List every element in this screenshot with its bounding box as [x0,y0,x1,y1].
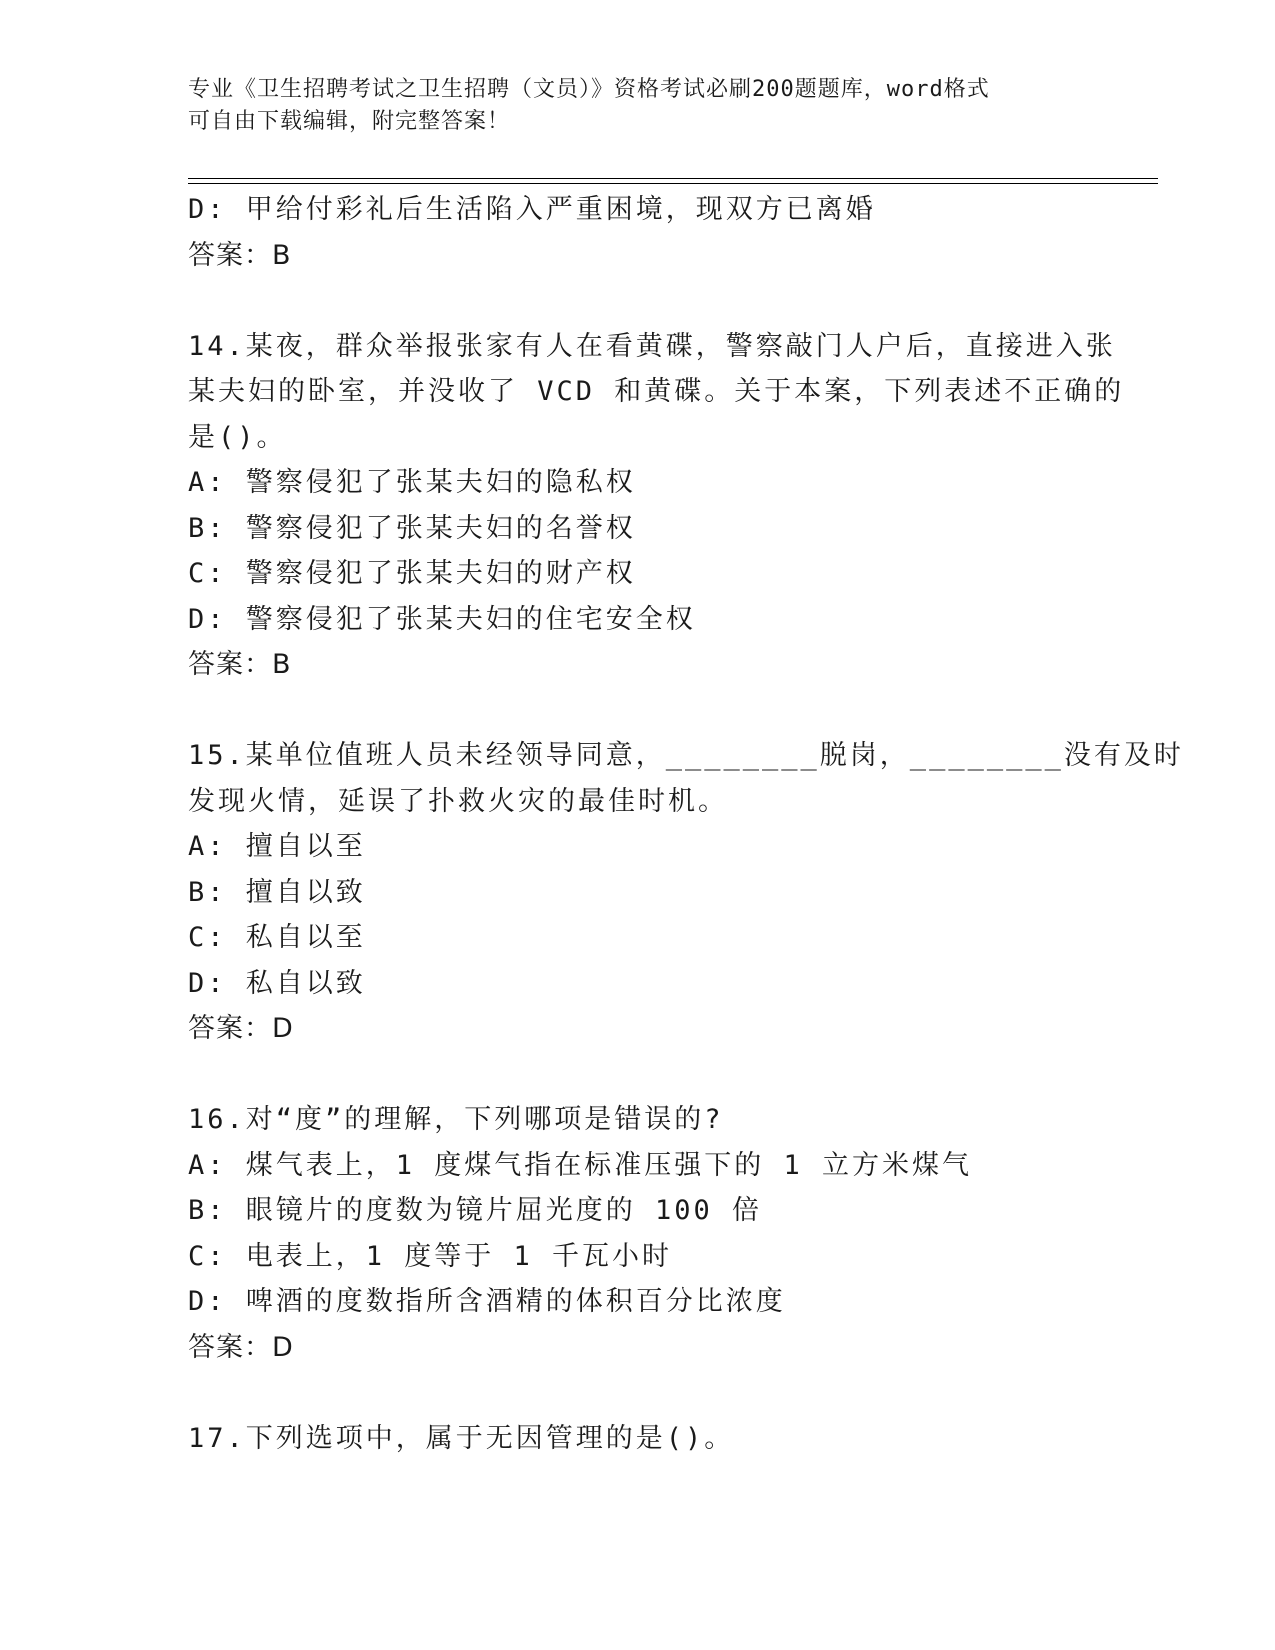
spacer [188,688,1088,734]
question-stem-line: 是()。 [188,421,287,453]
question-stem-line: 发现火情，延误了扑救火灾的最佳时机。 [188,785,728,817]
question-stem-line: 某夫妇的卧室，并没收了 VCD 和黄碟。关于本案，下列表述不正确的 [188,376,1125,407]
answer-label: 答案：D [188,1331,294,1363]
question-stem-line: 16.对“度”的理解，下列哪项是错误的? [188,1104,724,1135]
option-c: C: 警察侵犯了张某夫妇的财产权 [188,558,636,589]
previous-question-tail [188,187,1088,278]
option-a: A: 擅自以至 [188,831,366,862]
question-stem-line: 17.下列选项中，属于无因管理的是()。 [188,1422,735,1454]
question-17 [188,1416,1088,1462]
option-d: D: 私自以致 [188,967,366,999]
spacer [188,278,1088,324]
option-d: D: 警察侵犯了张某夫妇的住宅安全权 [188,603,696,635]
spacer [188,1052,1088,1098]
option-b: B: 警察侵犯了张某夫妇的名誉权 [188,512,636,544]
option-d: D: 啤酒的度数指所含酒精的体积百分比浓度 [188,1286,786,1317]
option-c: C: 电表上，1 度等于 1 千瓦小时 [188,1240,673,1272]
header-title-line-1: 专业《卫生招聘考试之卫生招聘（文员）》资格考试必刷200题题库，word格式 [188,77,990,102]
question-14 [188,324,1125,688]
option-b: B: 眼镜片的度数为镜片屈光度的 100 倍 [188,1195,763,1226]
option-b: B: 擅自以致 [188,876,366,908]
option-a: A: 警察侵犯了张某夫妇的隐私权 [188,467,636,498]
answer-label: 答案：B [188,239,292,271]
option-a: A: 煤气表上，1 度煤气指在标准压强下的 1 立方米煤气 [188,1149,973,1181]
question-16 [188,1097,1088,1370]
question-15 [188,733,1184,1052]
answer-label: 答案：B [188,649,292,680]
question-content [188,187,1184,1461]
option-c: C: 私自以至 [188,922,366,953]
header-title-line-2: 可自由下载编辑，附完整答案！ [188,109,511,134]
header-divider [188,178,1158,184]
spacer [188,1370,1088,1416]
page-header [188,74,1088,138]
option-d: D: 甲给付彩礼后生活陷入严重困境，现双方已离婚 [188,194,876,225]
question-stem-line: 15.某单位值班人员未经领导同意，________脱岗，________没有及时 [188,740,1184,771]
question-stem-line: 14.某夜，群众举报张家有人在看黄碟，警察敲门人户后，直接进入张 [188,330,1116,362]
answer-label: 答案：D [188,1013,294,1044]
